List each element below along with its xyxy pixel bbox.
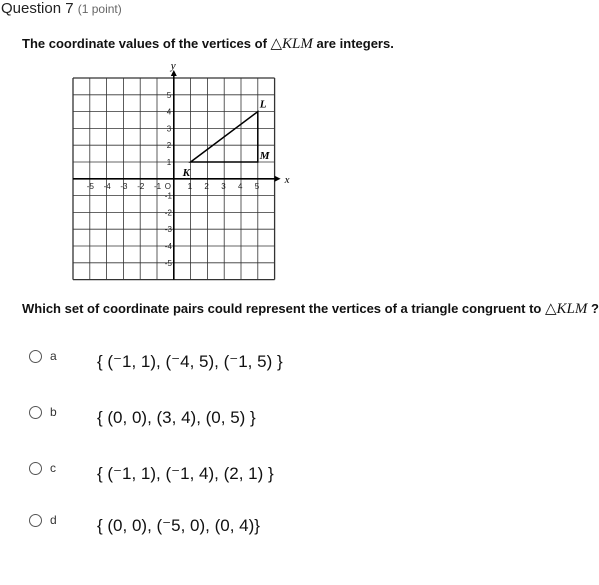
question-prompt	[22, 34, 394, 53]
question-title: Question 7	[1, 0, 74, 17]
y-tick-label: 5	[166, 90, 172, 100]
x-tick-label: 5	[254, 181, 260, 191]
vertex-label-k: K	[182, 167, 190, 179]
y-tick-label: -2	[164, 208, 172, 218]
x-tick-label: O	[164, 181, 172, 191]
option-text-d[interactable]: { (0, 0), (⁻5, 0), (0, 4)}	[97, 516, 260, 535]
x-tick-label: -4	[103, 181, 111, 191]
coordinate-graph	[70, 60, 290, 279]
option-b[interactable]	[29, 406, 569, 428]
question-suffix: ?	[587, 301, 599, 316]
radio-button-a[interactable]	[29, 350, 42, 363]
x-tick-label: -5	[86, 181, 94, 191]
vertex-label-l: L	[259, 98, 267, 111]
radio-button-b[interactable]	[29, 406, 42, 419]
y-axis-label: y	[170, 60, 176, 72]
question-points: (1 point)	[77, 2, 122, 16]
x-tick-label: -2	[137, 181, 145, 191]
option-letter-d: d	[50, 513, 57, 527]
x-tick-label: 1	[187, 181, 193, 191]
question-body: Which set of coordinate pairs could represent the vertices of a triangle congruent to	[22, 301, 545, 316]
y-tick-label: -5	[164, 258, 172, 268]
option-letter-b: b	[50, 405, 57, 419]
option-c[interactable]	[29, 462, 569, 484]
option-text-b[interactable]: { (0, 0), (3, 4), (0, 5) }	[97, 408, 256, 427]
y-tick-label: 1	[166, 158, 172, 167]
question-triangle-symbol: △KLM	[544, 301, 588, 317]
x-tick-label: -3	[120, 181, 128, 191]
x-axis-arrow	[275, 176, 281, 182]
vertex-label-m: M	[259, 150, 270, 162]
x-axis-label: x	[284, 173, 290, 186]
option-text-c[interactable]: { (⁻1, 1), (⁻1, 4), (2, 1) }	[97, 464, 274, 483]
radio-button-d[interactable]	[29, 514, 42, 527]
option-letter-c: c	[50, 461, 56, 475]
prompt-triangle-symbol: △KLM	[270, 36, 313, 52]
prompt-suffix: are integers.	[312, 36, 394, 51]
radio-button-c[interactable]	[29, 462, 42, 475]
question-text	[22, 299, 599, 318]
x-tick-label: -1	[154, 181, 162, 191]
y-tick-label: -4	[164, 242, 172, 251]
x-tick-label: 3	[221, 181, 226, 191]
y-tick-label: 2	[166, 141, 172, 151]
question-header	[1, 0, 122, 17]
option-letter-a: a	[50, 349, 57, 363]
x-tick-label: 4	[238, 181, 243, 191]
y-tick-label: 3	[166, 124, 172, 134]
y-tick-label: -1	[164, 191, 172, 201]
x-tick-label: 2	[204, 181, 209, 191]
option-a[interactable]	[29, 350, 569, 372]
y-tick-label: 4	[166, 107, 172, 117]
y-tick-label: -3	[164, 225, 172, 235]
option-text-a[interactable]: { (⁻1, 1), (⁻4, 5), (⁻1, 5) }	[97, 352, 283, 371]
option-d[interactable]	[29, 514, 569, 536]
prompt-text: The coordinate values of the vertices of	[22, 36, 271, 51]
